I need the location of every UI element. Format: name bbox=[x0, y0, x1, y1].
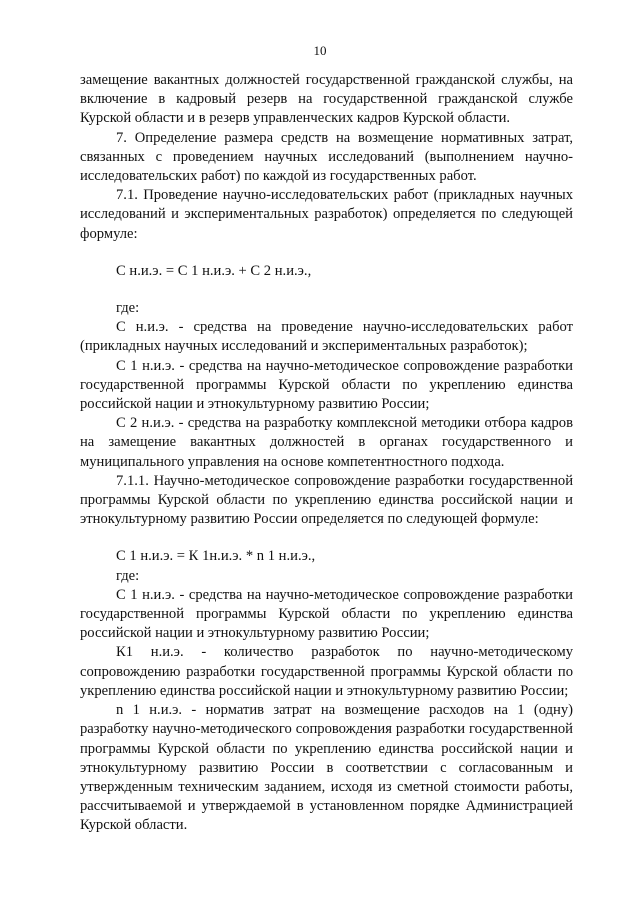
document-body bbox=[80, 71, 573, 836]
definition: С 2 н.и.э. - средства на разработку комплексной методики отбора кадров на замещение вакантных должностей в органах государственного и муниципального управления на основе компетентностного подхода. bbox=[80, 415, 573, 470]
paragraph: 7. Определение размера средств на возмещение нормативных затрат, связанных с проведением научных исследований (выполнением научно-исследовательских работ) по каждой из государственных работ. bbox=[80, 129, 573, 185]
definition: К1 н.и.э. - количество разработок по научно-методическому сопровождению разработки государственной программы Курской области по укреплению единства российской нации и этнокультурному развитию России; bbox=[80, 644, 573, 699]
formula: С н.и.э. = С 1 н.и.э. + С 2 н.и.э., bbox=[116, 262, 312, 279]
definition: С 1 н.и.э. - средства на научно-методическое сопровождение разработки государственной программы Курской области по укреплению единства российской нации и этнокультурному развитию России; bbox=[80, 586, 573, 642]
spacer bbox=[80, 529, 573, 547]
definition: С 1 н.и.э. - средства на научно-методическое сопровождение разработки государственной программы Курской области по укреплению единства российской нации и этнокультурному развитию России; bbox=[80, 357, 573, 413]
where-label: где: bbox=[116, 567, 140, 584]
formula: С 1 н.и.э. = К 1н.и.э. * n 1 н.и.э., bbox=[116, 548, 316, 565]
paragraph: замещение вакантных должностей государственной гражданской службы, на включение в кадровый резерв на государственной гражданской службе Курской области и в резерв управленческих кадров Курской области. bbox=[80, 72, 573, 127]
spacer bbox=[80, 244, 573, 262]
definition: n 1 н.и.э. - норматив затрат на возмещение расходов на 1 (одну) разработку научно-методического сопровождения разработки государственной программы Курской области по укреплению единства российской нации и этнокультурному развитию России в соответствии с согласованным и утвержденным техническим заданием, исходя из сметной стоимости работы, рассчитываемой и утверждаемой в установленном порядке Администрацией Курской области. bbox=[80, 702, 573, 834]
definition: С н.и.э. - средства на проведение научно-исследовательских работ (прикладных научных исследований и экспериментальных разработок); bbox=[80, 319, 573, 355]
where-label: где: bbox=[116, 300, 140, 317]
paragraph: 7.1. Проведение научно-исследовательских работ (прикладных научных исследований и экспериментальных разработок) определяется по следующей формуле: bbox=[80, 187, 573, 242]
page-number: 10 bbox=[313, 43, 327, 58]
paragraph: 7.1.1. Научно-методическое сопровождение разработки государственной программы Курской области по укреплению единства российской нации и этнокультурному развитию России определяется по следующей формуле: bbox=[80, 472, 573, 528]
spacer bbox=[80, 281, 573, 299]
